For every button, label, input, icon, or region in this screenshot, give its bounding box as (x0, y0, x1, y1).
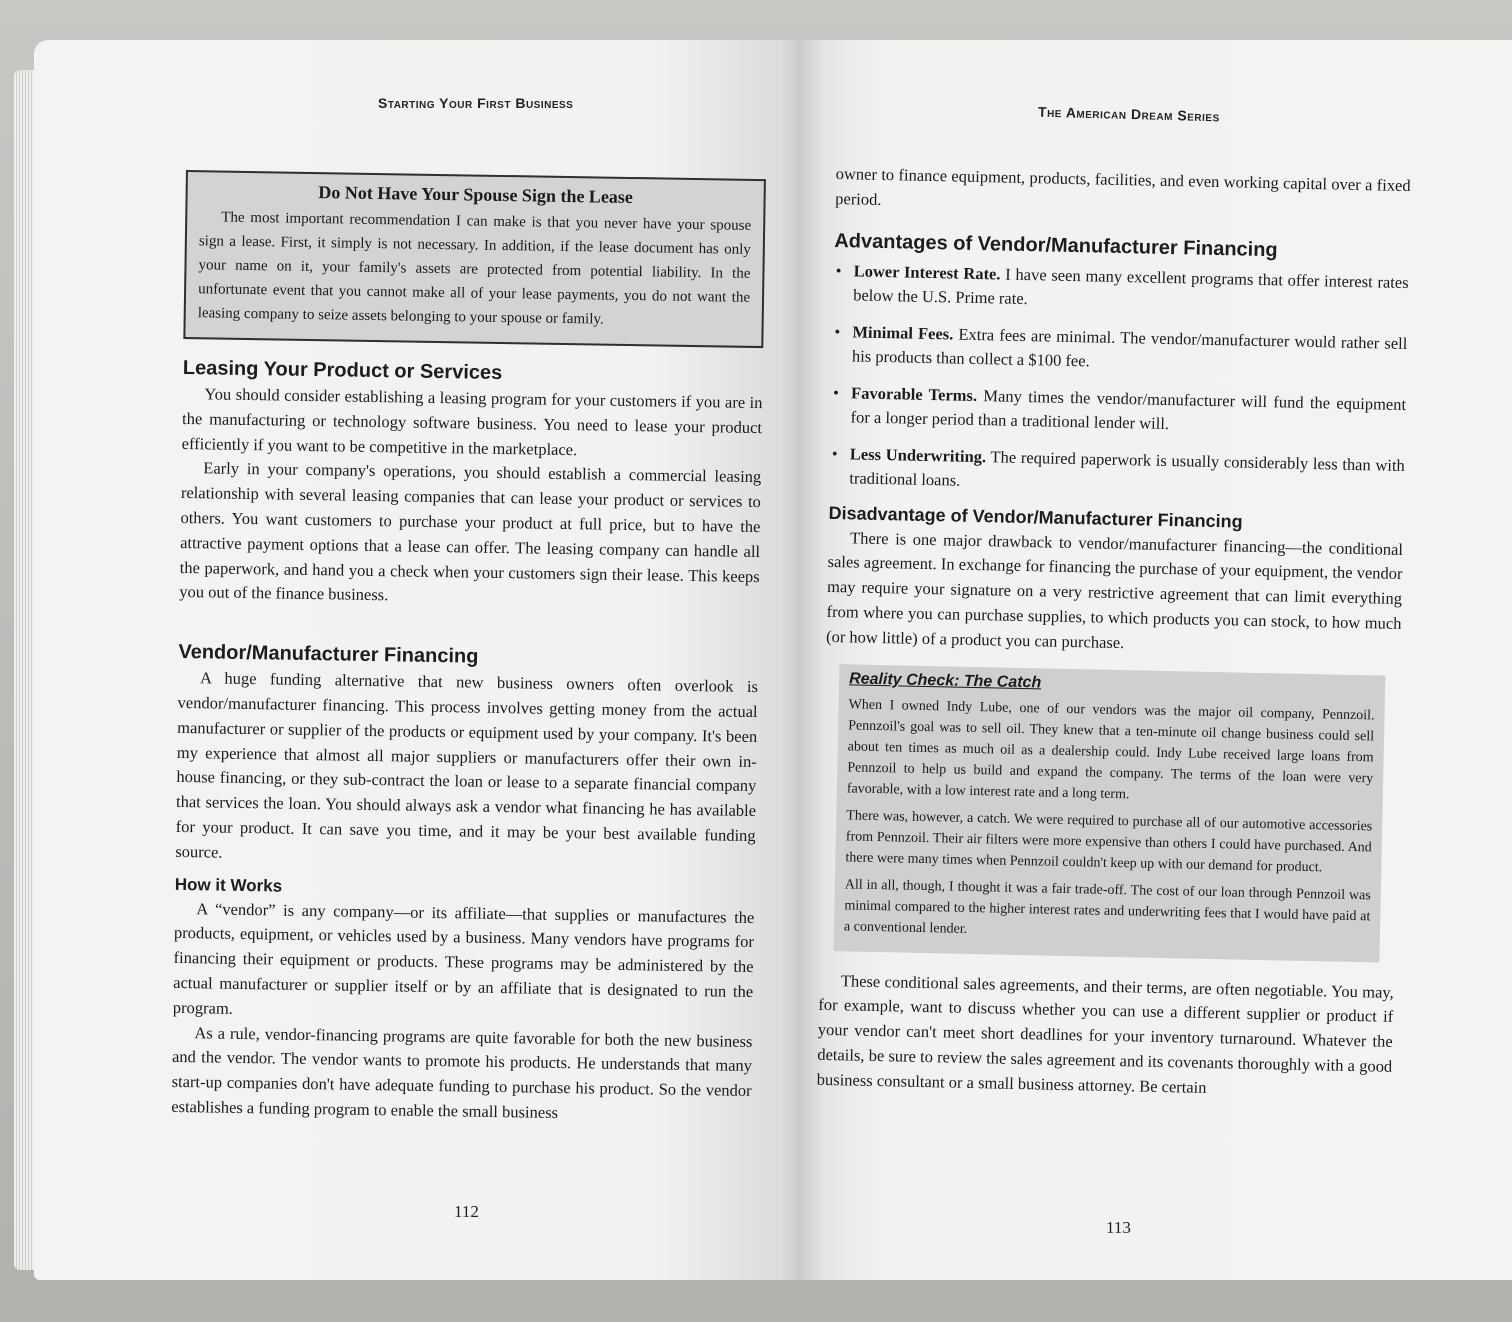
disadvantage-body (826, 526, 1403, 662)
paragraph: You should consider establishing a leasing program for your customers if you are in the manufacturing or technology software business. You need to lease your product efficiently if you want to be competitive in the marketplace. (181, 384, 763, 459)
left-page-content (171, 170, 766, 1129)
paragraph: A huge funding alternative that new business owners often overlook is vendor/manufacturer financing. This process involves getting money from the actual manufacturer or supplier of the products or equipment used by your company. It's been my experience that almost all major suppliers or manufacturers offer their own in-house financing, or they sub-contract the loan or lease to a separate financial company that services the loan. You should always ask a vendor what financing he has available for your product. It can save you time, and it may be your best available funding source. (175, 668, 759, 862)
paragraph: owner to finance equipment, products, facilities, and even working capital over a fixed period. (835, 163, 1411, 209)
left-page (34, 40, 804, 1280)
reality-check-sidebar (833, 664, 1385, 962)
list-item: • Less Underwriting. The required paperwork is usually considerably less than with traditional loans. (831, 443, 1405, 490)
paragraph: When I owned Indy Lube, one of our vendors was the major oil company, Pennzoil. Pennzoil's goal was to sell oil. They knew that a ten-minute oil change business could sell about ten times as much oil as a dealership could. Indy Lube received large loans from Pennzoil to help us build and expand the company. The terms of the loan were very favorable, with a low interest rate and a long term. (846, 696, 1375, 802)
section-heading-how-it-works: How it Works (174, 874, 283, 896)
paragraph: There is one major drawback to vendor/manufacturer financing—the conditional sales agreement. In exchange for financing the purchase of your equipment, the vendor may require your signature on a very restrictive agreement that can limit everything from where you can purchase supplies, to which products you can stock, to how much (or how little) of a product you can purchase. (825, 527, 1404, 652)
spouse-lease-sidebar (183, 170, 766, 348)
intro-body (835, 162, 1411, 224)
paragraph: There was, however, a catch. We were required to purchase all of our automotive accessories from Pennzoil. Their air filters were more expensive than others I could have purchased. And there were many times when Pennzoil couldn't keep up with our demand for product. (845, 807, 1373, 875)
sidebar-title: Do Not Have Your Spouse Sign the Lease (318, 182, 634, 208)
paragraph: All in all, though, I thought it was a fair trade-off. The cost of our loan through Pennzoil was minimal compared to the higher interest rates and underwriting fees that I would have paid at a conventional lender. (843, 876, 1371, 937)
running-head-right: The American Dream Series (1037, 103, 1220, 125)
page-number-left: 112 (454, 1202, 479, 1221)
section-leasing-body (179, 382, 762, 614)
closing-body (817, 968, 1394, 1104)
paragraph: As a rule, vendor-financing programs are quite favorable for both the new business and the vendor. The vendor wants to promote his products. He understands that many start-up companies don't have adequate funding to purchase his product. So the vendor establishes a funding program to enable the small business (171, 1022, 753, 1122)
section-vendor-body (175, 666, 758, 873)
bullet-icon: • (835, 260, 842, 280)
bullet-icon: • (831, 443, 838, 463)
running-head-left: Starting Your First Business (378, 95, 574, 111)
right-page-content (817, 162, 1411, 1104)
bullet-icon: • (834, 321, 841, 341)
paragraph: These conditional sales agreements, and their terms, are often negotiable. You may, for example, want to discuss whether you can use a different supplier or product if your vendor can't meet short deadlines for your inventory turnaround. Whatever the details, be sure to review the sales agreement and its covenants thoroughly with a good business consultant or a small business attorney. Be certain (816, 970, 1394, 1097)
list-item: • Minimal Fees. Extra fees are minimal. The vendor/manufacturer would rather sell his products than collect a $100 fee. (834, 321, 1408, 371)
list-item: • Favorable Terms. Many times the vendor/manufacturer will fund the equipment for a longer period than a traditional lender will. (832, 382, 1407, 434)
sidebar-text: The most important recommendation I can make is that you never have your spouse sign a lease. First, it simply is not necessary. In addition, if the lease document has only your name on it, your family's assets are protected from potential liability. In the unfortunate event that you cannot make all of your lease payments, you do not want the leasing company to seize assets belonging to your spouse or family. (197, 209, 752, 328)
paragraph: Early in your company's operations, you should establish a commercial leasing relationship with several leasing companies that can lease your product or services to others. You want customers to purchase your product at full price, but to have the attractive payment options that a lease can offer. The leasing company can handle all the paperwork, and hand you a check when your customers sign their lease. This keeps you out of the finance business. (179, 458, 762, 605)
list-item: • Lower Interest Rate. I have seen many excellent programs that offer interest rates below the U.S. Prime rate. (835, 260, 1409, 309)
section-how-body (171, 896, 754, 1128)
paragraph: A “vendor” is any company—or its affiliate—that supplies or manufactures the products, equipment, or vehicles used by a business. Many vendors have programs for financing their equipment or products. These programs may be administered by the actual manufacturer or supplier itself or by an affiliate that is designated to run the program. (172, 898, 755, 1018)
section-heading-advantages: Advantages of Vendor/Manufacturer Financing (834, 229, 1278, 261)
page-number-right: 113 (1106, 1218, 1131, 1237)
section-heading-leasing: Leasing Your Product or Services (182, 356, 503, 384)
reality-check-title: Reality Check: The Catch (849, 669, 1042, 691)
advantages-list (829, 259, 1409, 503)
section-heading-disadvantage: Disadvantage of Vendor/Manufacturer Financing (828, 502, 1243, 532)
section-heading-vendor-financing: Vendor/Manufacturer Financing (178, 641, 479, 668)
right-page (798, 40, 1512, 1280)
bullet-icon: • (832, 382, 840, 402)
